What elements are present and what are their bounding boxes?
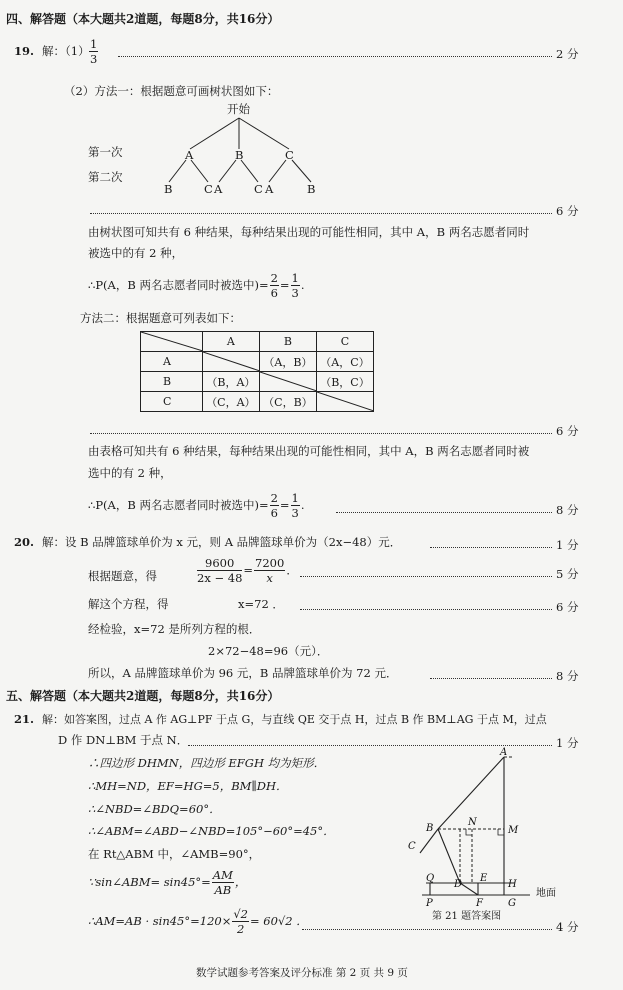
q21-step3: ∴∠NBD=∠BDQ=60°． bbox=[88, 802, 221, 816]
q19-part2-intro: （2）方法一：根据题意可画树状图如下： bbox=[64, 84, 279, 98]
table-cell: （A，C） bbox=[316, 352, 373, 372]
table-cell-diagonal bbox=[317, 392, 374, 411]
dot-leader bbox=[90, 213, 552, 214]
score-mark: 6 分 bbox=[556, 204, 579, 218]
point-label: B bbox=[426, 823, 434, 834]
score-mark: 5 分 bbox=[556, 567, 579, 581]
table-row-label: C bbox=[141, 392, 203, 412]
point-label: Q bbox=[426, 873, 435, 884]
table-row-label: B bbox=[141, 372, 203, 392]
q21-step1: ∴四边形 DHMN，四边形 EFGH 均为矩形． bbox=[88, 756, 326, 770]
score-mark: 1 分 bbox=[556, 538, 579, 552]
table-header-cell: A bbox=[202, 332, 259, 352]
score-mark: 1 分 bbox=[556, 736, 579, 750]
q20-solution: x=72 ． bbox=[238, 597, 284, 611]
tree-node: C bbox=[204, 182, 213, 196]
table-cell: （A，B） bbox=[259, 352, 316, 372]
q19-probability-2: ∴P(A，B 两名志愿者同时被选中)= $\frac{2}{6}$ = $\frac{1}{3}$ . bbox=[88, 491, 305, 521]
q21-step7: ∴AM=AB · sin45°=120× $\frac{√2}{2}$ = 60√2 ． bbox=[88, 907, 308, 937]
tree-node: B bbox=[235, 148, 244, 162]
tree-level2-label: 第二次 bbox=[88, 170, 123, 184]
tree-node: C bbox=[254, 182, 263, 196]
q21-number: 21. bbox=[14, 712, 35, 726]
dot-leader bbox=[430, 678, 552, 679]
dot-leader bbox=[336, 512, 552, 513]
table-cell: （C，A） bbox=[202, 392, 259, 412]
point-label: C bbox=[408, 841, 416, 852]
point-label: P bbox=[426, 898, 433, 909]
q20-line4: 经检验，x=72 是所列方程的根． bbox=[88, 622, 261, 636]
q21-step2: ∴MH=ND，EF=HG=5，BM∥DH． bbox=[88, 779, 288, 793]
q19-part1-fraction: $\frac{1}{3}$ bbox=[90, 37, 98, 67]
q19-number: 19. bbox=[14, 44, 35, 58]
dot-leader bbox=[300, 609, 552, 610]
ground-label: 地面 bbox=[536, 888, 556, 899]
table-cell: （B，A） bbox=[202, 372, 259, 392]
q19-explanation-1: 由树状图可知共有 6 种结果，每种结果出现的可能性相同，其中 A，B 两名志愿者同时 bbox=[88, 225, 530, 239]
q20-line6: 所以，A 品牌篮球单价为 96 元，B 品牌篮球单价为 72 元． bbox=[88, 666, 398, 680]
tree-node: A bbox=[185, 148, 194, 162]
q20-equation: $\frac{9600}{2x - 48}$ = $\frac{7200}{x}$ ． bbox=[197, 556, 298, 586]
page-footer: 数学试题参考答案及评分标准 第 2 页 共 9 页 bbox=[196, 967, 408, 979]
point-label: H bbox=[508, 879, 517, 890]
point-label: F bbox=[476, 898, 483, 909]
q20-line1: 解：设 B 品牌篮球单价为 x 元，则 A 品牌篮球单价为（2x−48）元． bbox=[42, 535, 402, 549]
outcome-table bbox=[140, 331, 374, 412]
score-mark: 8 分 bbox=[556, 669, 579, 683]
table-cell-diagonal bbox=[203, 352, 260, 371]
table-cell: （B，C） bbox=[316, 372, 373, 392]
tree-root: 开始 bbox=[227, 102, 250, 116]
score-mark: 6 分 bbox=[556, 424, 579, 438]
table-corner-diagonal bbox=[141, 332, 203, 351]
figure-caption: 第 21 题答案图 bbox=[432, 911, 502, 922]
q21-geometry-figure bbox=[400, 745, 600, 915]
table-diagonal-cell bbox=[316, 392, 373, 412]
section4-title: 四、解答题（本大题共2道题，每题8分，共16分） bbox=[6, 12, 280, 26]
table-row-label: A bbox=[141, 352, 203, 372]
tree-node: A bbox=[265, 182, 274, 196]
dot-leader bbox=[300, 576, 552, 577]
table-diagonal-cell bbox=[259, 372, 316, 392]
score-mark: 2 分 bbox=[556, 47, 579, 61]
table-corner-cell bbox=[141, 332, 203, 352]
q21-step6: ∵sin∠ABM= sin45°= $\frac{AM}{AB}$ ， bbox=[88, 868, 247, 898]
table-diagonal-cell bbox=[202, 352, 259, 372]
score-mark: 4 分 bbox=[556, 920, 579, 934]
point-label: M bbox=[508, 825, 519, 836]
tree-node: B bbox=[307, 182, 316, 196]
score-mark: 8 分 bbox=[556, 503, 579, 517]
q20-line2-label: 根据题意，得 bbox=[88, 569, 157, 583]
table-row bbox=[141, 372, 374, 392]
q19-part1-lead: 解：（1） bbox=[42, 44, 90, 58]
q20-number: 20. bbox=[14, 535, 35, 549]
q21-step5: 在 Rt△ABM 中，∠AMB=90°， bbox=[88, 847, 261, 861]
point-label: G bbox=[508, 898, 516, 909]
q21-line2: D 作 DN⊥BM 于点 N． bbox=[58, 733, 189, 747]
table-header-cell: B bbox=[259, 332, 316, 352]
point-label: N bbox=[468, 817, 477, 828]
table-row bbox=[141, 392, 374, 412]
tree-level1-label: 第一次 bbox=[88, 145, 123, 159]
point-label: E bbox=[480, 873, 488, 884]
table-cell-diagonal bbox=[260, 372, 317, 391]
q20-line3-label: 解这个方程，得 bbox=[88, 597, 169, 611]
q19-probability-1: ∴P(A，B 两名志愿者同时被选中)= $\frac{2}{6}$ = $\frac{1}{3}$ . bbox=[88, 271, 305, 301]
dot-leader bbox=[90, 433, 552, 434]
tree-node: A bbox=[214, 182, 223, 196]
q21-line1: 解：如答案图，过点 A 作 AG⊥PF 于点 G，与直线 QE 交于点 H，过点 B 作 BM⊥AG 于点 M，过点 bbox=[42, 713, 547, 726]
q20-line5: 2×72−48=96（元）． bbox=[208, 644, 329, 658]
q19-explanation-1b: 被选中的有 2 种， bbox=[88, 246, 184, 260]
section5-title: 五、解答题（本大题共2道题，每题8分，共16分） bbox=[6, 689, 280, 703]
q19-explanation-2: 由表格可知共有 6 种结果，每种结果出现的可能性相同，其中 A，B 两名志愿者同时被 bbox=[88, 444, 530, 458]
dot-leader bbox=[430, 547, 552, 548]
q19-method2-intro: 方法二：根据题意可列表如下： bbox=[80, 311, 241, 325]
table-header-cell: C bbox=[316, 332, 373, 352]
q19-explanation-2b: 选中的有 2 种， bbox=[88, 466, 172, 480]
point-label: D bbox=[454, 879, 463, 890]
q21-step4: ∴∠ABM=∠ABD−∠NBD=105°−60°=45°． bbox=[88, 824, 335, 838]
score-mark: 6 分 bbox=[556, 600, 579, 614]
point-label: A bbox=[500, 747, 508, 758]
tree-node: C bbox=[285, 148, 294, 162]
dot-leader bbox=[302, 929, 552, 930]
tree-node: B bbox=[164, 182, 173, 196]
dot-leader bbox=[118, 56, 552, 57]
table-cell: （C，B） bbox=[259, 392, 316, 412]
table-row bbox=[141, 352, 374, 372]
